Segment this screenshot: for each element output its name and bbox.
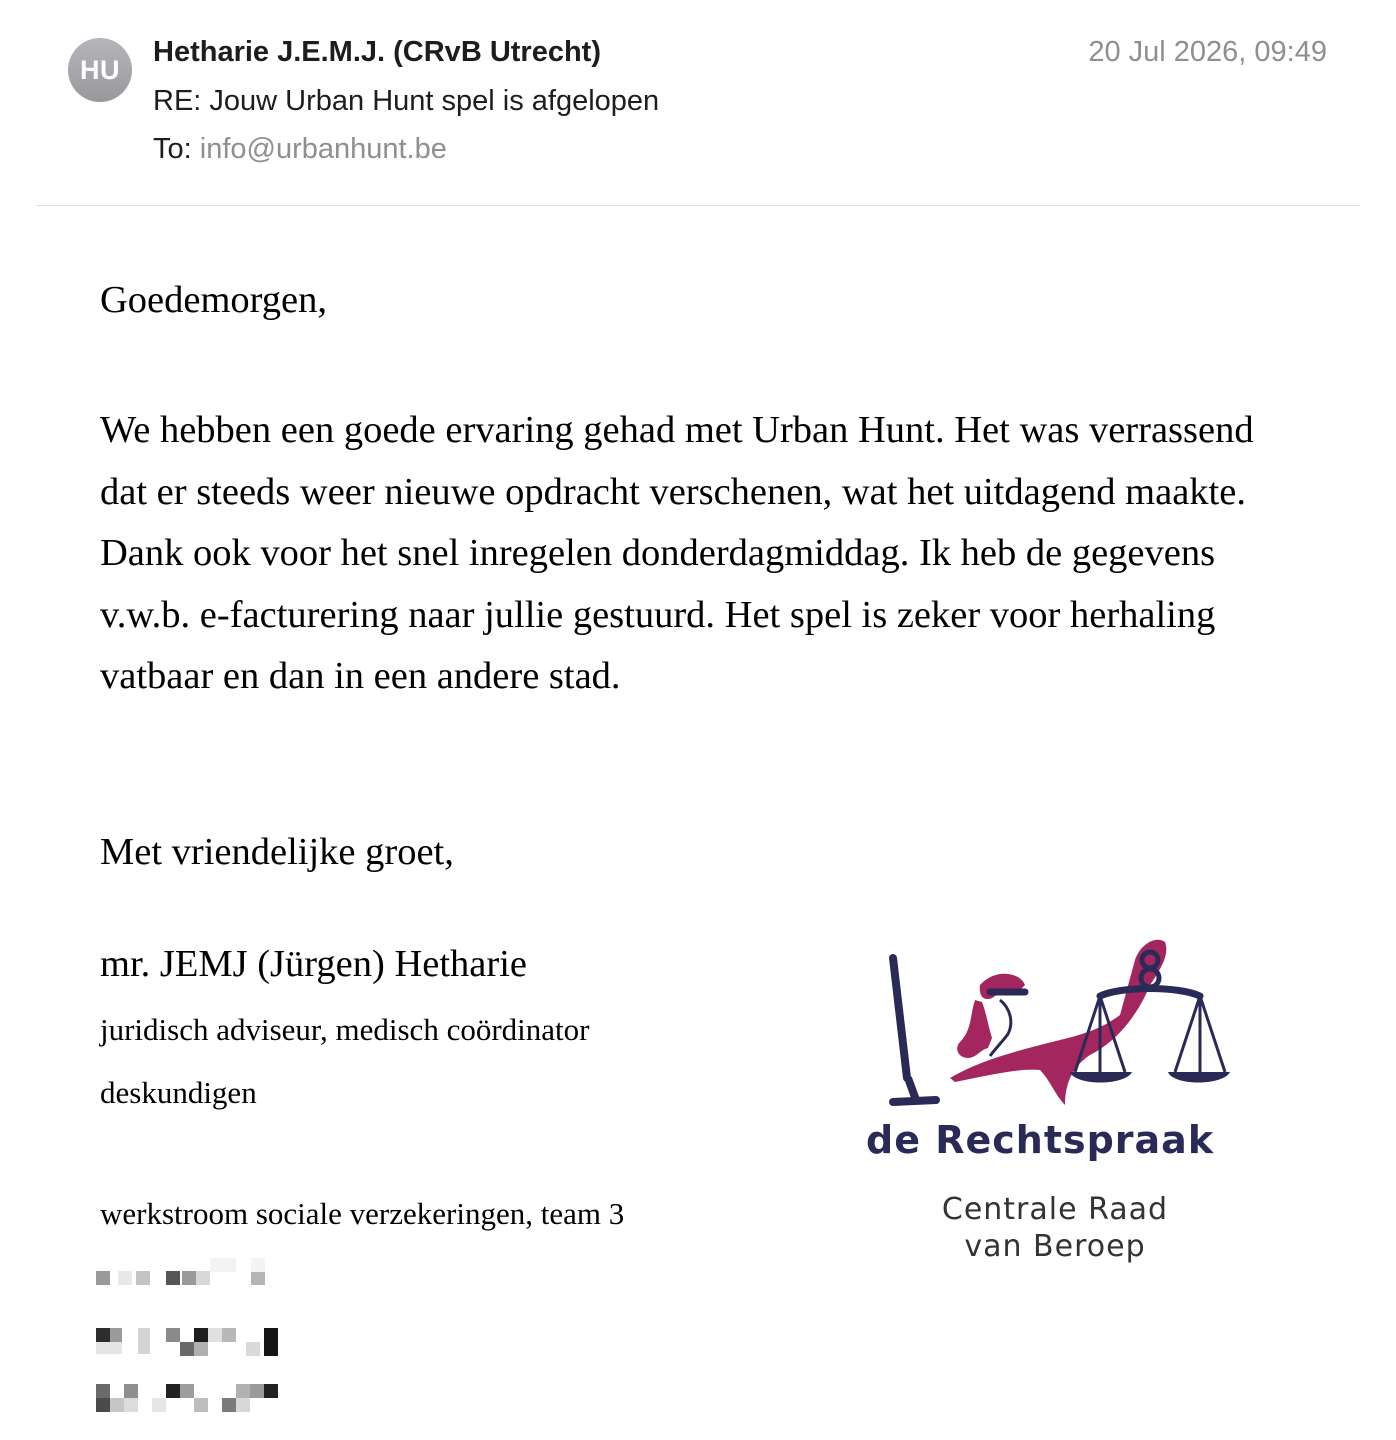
email-paragraph: We hebben een goede ervaring gehad met Urban Hunt. Het was verrassend dat er steeds weer nieuwe opdracht verschenen, wat het uitdagend maakte. Dank ook voor het snel inregelen donderdagmiddag. Ik heb de gegevens v.w.b. e-facturering naar jullie gestuurd. Het spel is zeker voor herhaling vatbaar en dan in een andere stad.: [100, 409, 1254, 697]
sender-avatar[interactable]: HU: [68, 38, 132, 102]
logo-subtitle: Centrale Raad: [941, 1192, 1169, 1227]
header-divider: [36, 205, 1360, 206]
redacted-contact-line-1: [96, 1258, 296, 1298]
signature-team: werkstroom sociale verzekeringen, team 3: [100, 1196, 625, 1231]
email-closing: Met vriendelijke groet,: [100, 831, 454, 873]
signature-role: juridisch adviseur, medisch coördinator: [100, 1012, 590, 1047]
message-subject: RE: Jouw Urban Hunt spel is afgelopen: [153, 85, 660, 117]
signature-role-continued: deskundigen: [100, 1075, 257, 1110]
recipient-label: To:: [153, 133, 192, 165]
logo-wordmark: de Rechtspraak: [866, 1118, 1215, 1162]
message-date: 20 Jul 2026, 09:49: [1088, 36, 1327, 68]
lady-justice-icon: [950, 940, 1166, 1105]
signature-name: mr. JEMJ (Jürgen) Hetharie: [100, 943, 527, 985]
redacted-contact-line-2: [96, 1326, 296, 1366]
email-greeting: Goedemorgen,: [100, 279, 328, 321]
sender-name[interactable]: Hetharie J.E.M.J. (CRvB Utrecht): [153, 36, 601, 68]
recipient-address[interactable]: info@urbanhunt.be: [199, 133, 447, 165]
sword-icon: [893, 958, 936, 1102]
logo-subtitle-continued: van Beroep: [964, 1229, 1146, 1264]
redacted-contact-line-3: [96, 1382, 296, 1422]
recipient-line: [153, 133, 447, 166]
